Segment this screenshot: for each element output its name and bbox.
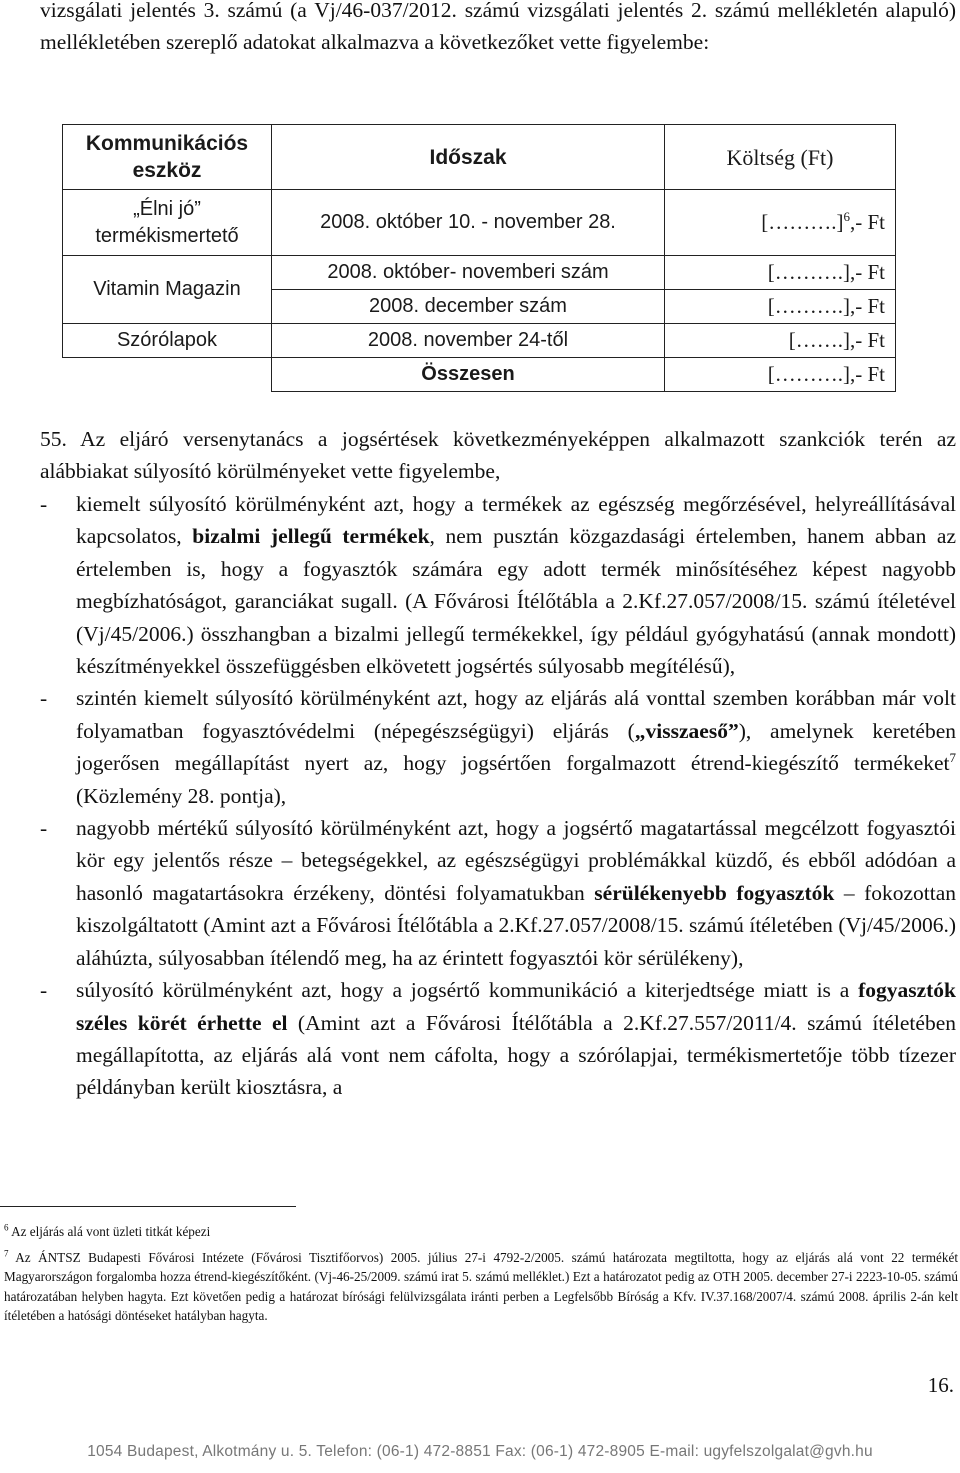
item-text: ), amelynek keretében jogerősen megállapítást nyert az, hogy jogsértően forgalmazott étrend-kiegészítő termékeket xyxy=(76,718,956,776)
table-header-row xyxy=(63,125,896,190)
item-text: szintén kiemelt súlyosító körülményként azt, hogy az eljárás alá vonttal szemben korábban már volt folyamatban fogyasztóvédelmi (népegészségügyi) eljárás ( xyxy=(76,686,956,743)
cost-value: [……….] xyxy=(761,210,844,234)
list-item xyxy=(40,974,956,1104)
page-footer: 1054 Budapest, Alkotmány u. 5. Telefon: (06-1) 472-8851 Fax: (06-1) 472-8905 E-mail: ugyfelszolgalat@gvh.hu xyxy=(87,1443,873,1460)
table-row xyxy=(63,190,896,256)
table-total-row xyxy=(63,358,896,392)
dash-bullet: - xyxy=(40,686,48,711)
cell-tool: Szórólapok xyxy=(63,324,272,358)
dash-bullet: - xyxy=(40,492,48,516)
item-text: nagyobb mértékű súlyosító körülményként azt, hogy a jogsértő magatartással megcélzott fogyasztói kör egy jelentős része – betegségekkel, az egészségügyi problémákkal küzdő, és ebből adódóan a hasonló magatartásokra érzékeny, döntési folyamatukban xyxy=(76,816,956,905)
item-emphasis: sérülékenyebb fogyasztók xyxy=(594,880,835,905)
empty-cell xyxy=(63,358,272,392)
header-cost: Költség (Ft) xyxy=(665,125,896,190)
cost-table xyxy=(62,124,896,392)
item-text: – fokozottan kiszolgáltatott (Amint azt a Fővárosi Ítélőtábla a 2.Kf.27.057/2008/15. számú ítéletében (Vj/45/2006.) aláhúzta, súlyosabban ítélendő meg, ha az érintett fogyasztói kör sérülékeny), xyxy=(76,880,957,970)
dash-bullet: - xyxy=(40,978,48,1003)
item-text: (Közlemény 28. pontja), xyxy=(76,783,287,808)
header-tool: Kommunikációs eszköz xyxy=(63,125,272,190)
list-item xyxy=(40,682,956,812)
table-row xyxy=(63,324,896,358)
item-text: súlyosító körülményként azt, hogy a jogsértő kommunikáció a kiterjedtsége miatt is a xyxy=(76,978,859,1003)
aggravating-factors-list xyxy=(40,488,956,1104)
item-text: (Amint azt a Fővárosi Ítélőtábla a 2.Kf.27.557/2011/4. számú ítéletében megállapította, az eljárás alá vont nem cáfolta, hogy a szórólapjai, termékismertetője több tízezer példányban került kiosztásra, a xyxy=(76,1010,956,1100)
footnote-separator xyxy=(0,1206,296,1207)
cell-tool: Vitamin Magazin xyxy=(63,256,272,324)
table-row xyxy=(63,256,896,290)
footnotes xyxy=(4,1222,958,1332)
cell-cost: […….],- Ft xyxy=(665,324,896,358)
item-emphasis: bizalmi jellegű termékek xyxy=(192,524,430,549)
total-cost: [……….],- Ft xyxy=(665,358,896,392)
cell-period: 2008. november 24-től xyxy=(272,324,665,358)
item-emphasis: „visszaeső” xyxy=(634,718,739,743)
intro-paragraph: vizsgálati jelentés 3. számú (a Vj/46-037/2012. számú vizsgálati jelentés 2. számú mellékletén alapuló) mellékletében szereplő adatokat alkalmazva a következőket vette figyelembe: xyxy=(40,0,956,54)
cell-period: 2008. december szám xyxy=(272,290,665,324)
footnote-text: Az ÁNTSZ Budapesti Fővárosi Intézete (Fővárosi Tisztifőorvos) 2005. július 27-i 4792-2/2005. számú határozata megtiltotta, hogy az eljárás alá vont 22 termékét Magyarországon forgalomba hozza étrend-kiegészítőként. (Vj-46-25/2009. számú irat 5. számú melléklet.) Ezt a határozatot pedig az OTH 2005. december 27-i 2223-10-05. számú határozatában helyben hagyta. Ezt követően pedig a határozat bírósági felülvizsgálata iránti perben a Legfelsőbb Bíróság a Kfv. IV.37.168/2007/4. számú 2008. április 2-án kelt ítéletében a hatósági döntéseket hatályban hagyta. xyxy=(4,1249,958,1323)
cell-cost: [……….],- Ft xyxy=(665,256,896,290)
dash-bullet: - xyxy=(40,816,48,841)
footnote-ref: 6 xyxy=(843,209,850,224)
footnote-number: 7 xyxy=(4,1248,9,1259)
footnote-7 xyxy=(4,1248,958,1326)
footnote-text: Az eljárás alá vont üzleti titkát képezi xyxy=(8,1224,211,1239)
cell-period: 2008. október 10. - november 28. xyxy=(272,190,665,256)
list-item xyxy=(40,812,956,974)
item-text: kiemelt súlyosító körülményként azt, hogy a termékek az egészség megőrzésével, helyreállításával kapcsolatos, xyxy=(76,492,956,549)
item-text: , nem pusztán közgazdasági értelemben, hanem abban az értelemben is, hogy a fogyasztók számára egy adott termék minősítéséhez képest nagyobb megbízhatóságot, garanciákat sugall. (A Fővárosi Ítélőtábla a 2.Kf.27.057/2008/15. számú ítéletével (Vj/45/2006.) összhangban a bizalmi jellegű termékekkel, így például gyógyhatású (annak mondott) készítményekkel összefüggésben elkövetett jogsértés súlyosabb megítélésű), xyxy=(76,524,957,679)
cell-tool: „Élni jó” termékismertető xyxy=(63,190,272,256)
list-item xyxy=(40,488,956,682)
total-label: Összesen xyxy=(272,358,665,392)
cell-cost: [……….],- Ft xyxy=(665,290,896,324)
item-emphasis: fogyasztók széles körét érhette el xyxy=(76,978,956,1035)
header-period: Időszak xyxy=(272,125,665,190)
footnote-ref: 7 xyxy=(949,750,956,766)
page-number: 16. xyxy=(927,1373,954,1397)
footnote-6 xyxy=(4,1222,958,1242)
footnote-number: 6 xyxy=(4,1222,9,1233)
cell-cost xyxy=(665,190,896,256)
cell-period: 2008. október- novemberi szám xyxy=(272,256,665,290)
paragraph-55: 55. Az eljáró versenytanács a jogsértések következményeképpen alkalmazott szankciók terén az alábbiakat súlyosító körülményeket vette figyelembe, xyxy=(40,427,956,484)
cost-suffix: ,- Ft xyxy=(849,210,885,234)
